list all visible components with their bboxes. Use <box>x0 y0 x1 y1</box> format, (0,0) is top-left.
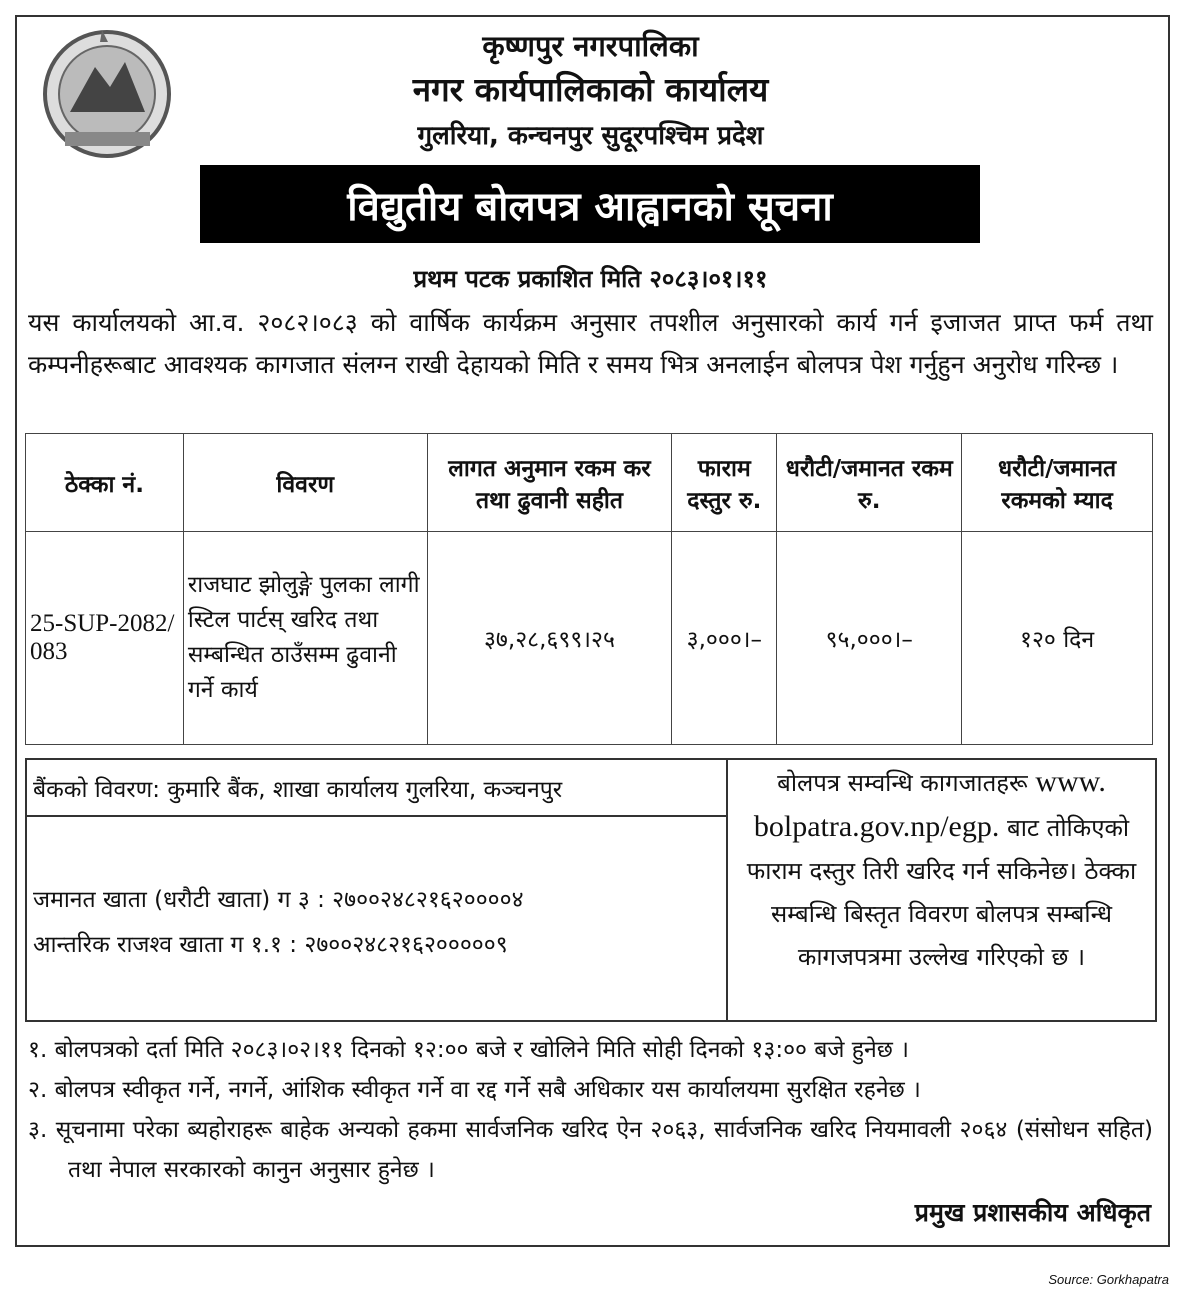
note-item: १. बोलपत्रको दर्ता मिति २०८३।०२।११ दिनको १२:०० बजे र खोलिने मिति सोही दिनको १३:०० बजे हुनेछ । <box>28 1037 909 1063</box>
office-title: नगर कार्यपालिकाको कार्यालय <box>412 70 769 109</box>
table-row <box>26 532 1153 745</box>
source-credit: Source: Gorkhapatra <box>1048 1272 1169 1287</box>
notes-list <box>28 1030 1153 1190</box>
deposit-amount: ९५,०००।– <box>777 532 962 745</box>
intro-paragraph: यस कार्यालयको आ.व. २०८२।०८३ को वार्षिक कार्यक्रम अनुसार तपशील अनुसारको कार्य गर्न इजाजत प्राप्त फर्म तथा कम्पनीहरूबाट आवश्यक कागजात संलग्न राखी देहायको मिति र समय भित्र अनलाईन बोलपत्र पेश गर्नुहुन अनुरोध गरिन्छ । <box>28 308 1153 379</box>
col-header: विवरण <box>183 434 427 532</box>
table-header-row <box>26 434 1153 532</box>
bank-accounts <box>27 817 728 1020</box>
revenue-account: आन्तरिक राजश्व खाता ग १.१ : २७००२४८२१६२०००००९ <box>33 932 508 958</box>
col-header: धरौटी/जमानत रकम रु. <box>777 434 962 532</box>
deposit-account: जमानत खाता (धरौटी खाता) ग ३ : २७००२४८२१६२००००४ <box>33 887 524 913</box>
col-header: लागत अनुमान रकम कर तथा ढुवानी सहीत <box>427 434 672 532</box>
notice-title: विद्युतीय बोलपत्र आह्वानको सूचना <box>200 165 980 243</box>
col-header: फाराम दस्तुर रु. <box>672 434 777 532</box>
bank-section <box>25 758 1157 1022</box>
contract-id: 25-SUP-2082/ 083 <box>26 532 184 745</box>
col-header: ठेक्का नं. <box>26 434 184 532</box>
deposit-validity: १२० दिन <box>962 532 1153 745</box>
bid-document-info <box>728 760 1155 1020</box>
col-header: धरौटी/जमानत रकमको म्याद <box>962 434 1153 532</box>
office-address: गुलरिया, कन्चनपुर सुदूरपश्चिम प्रदेश <box>417 121 764 151</box>
contract-description: राजघाट झोलुङ्गे पुलका लागी स्टिल पार्टस् खरिद तथा सम्बन्धित ठाउँसम्म ढुवानी गर्ने कार्य <box>183 532 427 745</box>
note-item: २. बोलपत्र स्वीकृत गर्ने, नगर्ने, आंशिक स्वीकृत गर्ने वा रद्द गर्ने सबै अधिकार यस कार्यालयमा सुरक्षित रहनेछ । <box>28 1077 921 1103</box>
bank-details: बैंकको विवरण: कुमारि बैंक, शाखा कार्यालय गुलरिया, कञ्चनपुर <box>27 760 728 817</box>
signature: प्रमुख प्रशासकीय अधिकृत <box>914 1198 1151 1227</box>
publish-date: प्रथम पटक प्रकाशित मिति २०८३।०१।११ <box>413 265 768 293</box>
info-text: बोलपत्र सम्वन्धि कागजातहरू <box>777 769 1028 797</box>
note-item: ३. सूचनामा परेका ब्यहोराहरू बाहेक अन्यको हकमा सार्वजनिक खरिद ऐन २०६३, सार्वजनिक खरिद नियमावली २०६४ (संसोधन सहित) तथा नेपाल सरकारको कानुन अनुसार हुनेछ । <box>28 1117 1153 1183</box>
bolpatra-link[interactable]: www. bolpatra.gov.np/egp. <box>753 765 1106 843</box>
form-fee: ३,०००।– <box>672 532 777 745</box>
office-name: कृष्णपुर नगरपालिका <box>482 29 699 63</box>
tender-table <box>25 433 1153 745</box>
cost-estimate: ३७,२८,६९९।२५ <box>427 532 672 745</box>
info-text: बाट तोकिएको फाराम दस्तुर तिरी खरिद गर्न सकिनेछ। ठेक्का सम्बन्धि बिस्तृत विवरण बोलपत्र सम्बन्धि कागजपत्रमा उल्लेख गरिएको छ । <box>746 814 1137 971</box>
